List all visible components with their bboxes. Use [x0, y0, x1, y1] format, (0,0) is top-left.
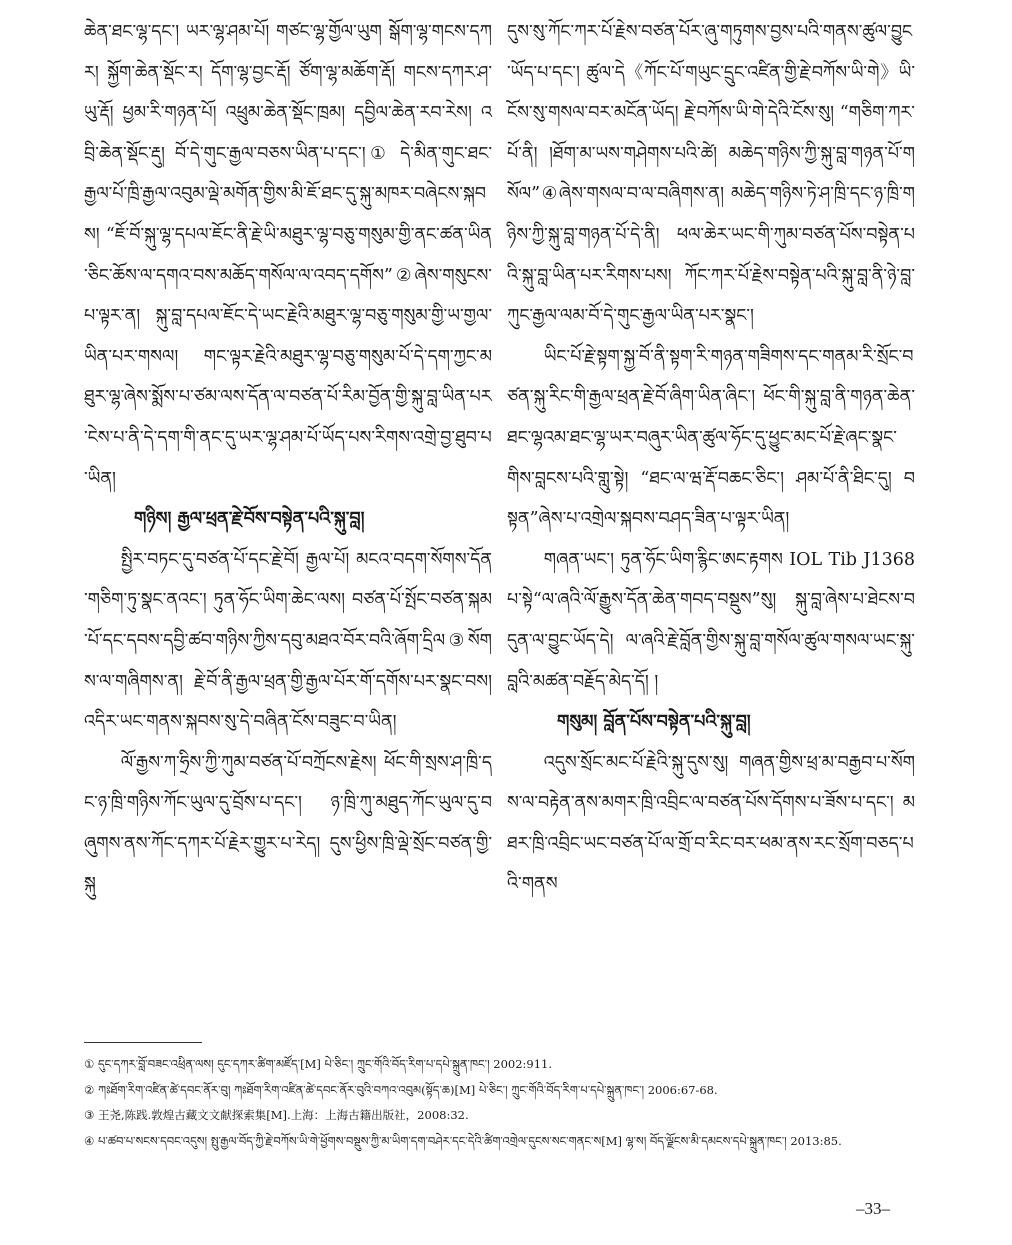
right-column: [507, 12, 915, 905]
footnote-divider: [84, 1042, 202, 1043]
right-para-4: འདུས་སྲོང་མང་པོ་རྗེའི་སྐུ་དུས་སུ། གཞན་གྱིས་ཕྲ་མ་བརྒྱབ་པ་སོགས་ལ་བརྟེན་ནས་མགར་ཁྲི་འབྲིང་ལ་བཙན་པོས་དོགས་པ་ཟོས་པ་དང་། མཐར་ཁྲི་འབྲིང་ཡང་བཙན་པོ་ལ་གྲོ་བ་རིང་བར་ཕམ་ནས་རང་སྲོག་བཅད་པའི་གནས: [507, 752, 915, 895]
footnote-text: དུང་དཀར་བློ་བཟང་འཕྲིན་ལས། དུང་དཀར་ཚིག་མཛོད་[M] པེ་ཅིང་། ཀྲུང་གོའི་བོད་རིག་པ་དཔེ་སྐྲུན་ཁང་། 2002:911.: [97, 1057, 553, 1071]
right-para-3: གཞན་ཡང་། ཏུན་ཧོང་ཡིག་རྙིང་ཨང་རྟགས IOL Tib J1368པ་སྟེ“ལ་ཞའི་ལོ་རྒྱུས་དོན་ཆེན་གབད་བསྡུས”སུ། སྐུ་བླ་ཞེས་པ་ཐེངས་བདུན་ལ་བྱུང་ཡོད་དེ། ལ་ཞའི་རྗེ་བློན་གྱིས་སྐུ་བླ་གསོལ་ཚུལ་གསལ་ཡང་སྐུ་བླའི་མཚན་བརྗོད་མེད་དོ། །: [507, 549, 915, 692]
section-heading-3: གསུམ། བློན་པོས་བསྟེན་པའི་སྐུ་བླ།: [557, 712, 751, 733]
footnote-mark: ③: [84, 1108, 95, 1122]
right-para-2: ཡིང་པོ་རྗེ་སྟག་སྐྱ་བོ་ནི་སྟག་རི་གཉན་གཟིགས་དང་གནམ་རི་སྲོང་བཙན་སྐུ་རིང་གི་རྒྱལ་ཕྲན་རྗེ་བོ་ཞིག་ཡིན་ཞིང་། ཕོང་གི་སྐུ་བླ་ནི་གཉན་ཆེན་ཐང་ལྷའམ་ཐང་ལྷ་ཡར་བཞུར་ཡིན་ཚུལ་ཧོང་དུ་ཕྱུང་མང་པོ་རྗེ་ཞང་སྣང་གིས་བླངས་པའི་གླུ་སྟེ། “ཐང་ལ་ཝ་རྡོ་བཆང་ཅིང་། ཤམ་པོ་ནི་ཐིང་དུ། བསྟན”ཞེས་པ་འགྲེལ་སྐབས་བཤད་ཟིན་པ་ལྟར་ཡིན།: [507, 346, 915, 530]
right-para-1: དུས་སུ་ཀོང་ཀར་པོ་རྗེས་བཙན་པོར་ཞུ་གཏུགས་བྱས་པའི་གནས་ཚུལ་བྱུང་ཡོད་པ་དང་། ཚུལ་དེ《ཀོང་པོ་གཡུང་དྲུང་འཛིན་གྱི་རྗེ་བཀོས་ཡི་གེ》ཡི་ངོས་སུ་གསལ་བར་མངོན་ཡོད། རྗེ་བཀོས་ཡི་གེ་དེའི་ངོས་སུ། “གཅིག་ཀར་པོ་ནི། །ཐོག་མ་ཡས་གཤེགས་པའི་ཚེ། མཆེད་གཉིས་ཀྱི་སྐུ་བླ་གཉན་པོ་གསོལ”④ཞེས་གསལ་བ་ལ་བཞིགས་ན། མཆེད་གཉིས་ཏེ་ཤ་ཁྲི་དང་ཉ་ཁྲི་གཉིས་ཀྱི་སྐུ་བླ་གཉན་པོ་དེ་ནི། ཕལ་ཆེར་ཡང་གི་ཀུམ་བཙན་པོས་བསྟེན་པའི་སྐུ་བླ་ཡིན་པར་རིགས་པས། ཀོང་ཀར་པོ་རྗེས་བསྟེན་པའི་སྐུ་བླ་ནི་ཉེ་བླ་ཀུང་རྒྱལ་ལམ་བོ་དེ་གུང་རྒྱལ་ཡིན་པར་སྣང་།: [507, 22, 915, 327]
footnote-2: [84, 1078, 904, 1104]
left-para-3: ལོ་རྒྱས་ཀ་ཧྲིས་ཀྱི་ཀུམ་བཙན་པོ་བཀྲོངས་རྗེས། ཕོང་གི་སྲས་ཤ་ཁྲི་དང་ཉ་ཁྲི་གཉིས་ཀོང་ཡུལ་དུ་བྲོས་པ་དང་། ཉ་ཁྲི་ཀུ་མཐུད་ཀོང་ཡུལ་དུ་བཞུགས་ནས་ཀོང་དཀར་པོ་རྗེར་གྱུར་པ་རེད། དུས་ཕྱིས་ཁྲི་ལྡེ་སྲོང་བཙན་གྱི་སྐུ: [84, 752, 492, 895]
left-para-1: ཆེན་ཐང་ལྷ་དང་། ཡར་ལྷ་ཤམ་པོ། གཙང་ལྷ་གྱོལ་ཡུག སྒོག་ལྷ་གངས་དཀར། སྐྱོག་ཆེན་སྡོང་ར། དོག་ལྷ་བྱང་རྡོ། ཙོག་ལྷ་མཆོག་རྡོ། གངས་དཀར་ཤ་ཡུ་རྡོ། ཕྱམ་རི་གཉན་པོ། འཕྲུམ་ཆེན་སྡོང་ཁྲམ། དབྱིལ་ཆེན་རབ་རེས། འབྲི་ཆེན་སྡོང་རྡུ། བོ་དེ་གུང་རྒྱལ་བཅས་ཡིན་པ་དང་།① དེ་མིན་གུང་ཐང་རྒྱལ་པོ་ཁྲི་རྒྱལ་འབུམ་ལྡེ་མགོན་གྱིས་མི་ཇོ་ཐང་དུ་སྐུ་མཁར་བཞེངས་སྐབས། “ཇོ་བོ་སྐུ་ལྷ་དཔལ་ཇོང་ནི་རྗེ་ཡི་མཐུར་ལྷ་བཅུ་གསུམ་གྱི་ནང་ཚན་ཡིན་ཅིང་ཆོས་ལ་དགའ་བས་མཆོད་གསོལ་ལ་འབད་དགོས”②ཞེས་གསུངས་པ་ལྟར་ན། སྐུ་བླ་དཔལ་ཇོང་དེ་ཡང་རྗེའི་མཐུར་ལྷ་བཅུ་གསུམ་གྱི་ཡ་གྱལ་ཡིན་པར་གསལ། གང་ལྟར་རྗེའི་མཐུར་ལྷ་བཅུ་གསུམ་པོ་དེ་དག་ཀྱང་མཐུར་ལྷ་ཞེས་སྨོས་པ་ཙམ་ལས་དོན་ལ་བཙན་པོ་རིམ་བྱོན་གྱི་སྐུ་བླ་ཡིན་པར་ངེས་པ་ནི་དེ་དག་གི་ནང་དུ་ཡར་ལྷ་ཤམ་པོ་ཡོད་པས་རིགས་འགྲེ་བྱ་ཐུབ་པ་ཡིན།: [84, 22, 492, 489]
left-para-2: སྤྱིར་བཏང་དུ་བཙན་པོ་དང་རྗེ་བོ། རྒྱལ་པོ། མངའ་བདག་སོགས་དོན་གཅིག་ཏུ་སྣང་ནའང་། ཏུན་ཧོང་ཡིག་ཆེང་ལས། བཙན་པོ་སྤོང་བཙན་སྐམ་པོ་དང་དབས་དབྱི་ཚབ་གཉིས་ཀྱིས་དབུ་མཐའ་བོར་བའི་ཞོག་དྲིལ③སོགས་ལ་གཞིགས་ན། རྗེ་བོ་ནི་རྒྱལ་ཕྲན་གྱི་རྒྱལ་པོར་གོ་དགོས་པར་སྣང་བས། འདིར་ཡང་གནས་སྐབས་སུ་དེ་བཞིན་ངོས་བཟུང་བ་ཡིན།: [84, 549, 492, 733]
footnote-4: [84, 1129, 904, 1155]
footnote-3: [84, 1103, 904, 1129]
footnote-mark: ②: [84, 1082, 95, 1097]
footnote-text: པ་ཚབ་པ་སངས་དབང་འདུས། སྤུ་རྒྱལ་བོད་ཀྱི་རྗེ་བཀོས་ཡི་གེ་ཕྱོགས་བསྡུས་ཀྱི་མ་ཡིག་དག་བཤེར་དང་དེའི་ཚིག་འགྲེལ་དུངས་སང་གནང་ས[M] ལྷ་ས། བོད་ལྗོངས་མི་དམངས་དཔེ་སྐྲུན་ཁང་། 2013:85.: [97, 1133, 842, 1148]
footnote-1: [84, 1052, 904, 1078]
section-heading-2: གཉིས། རྒྱལ་ཕྲན་རྗེ་བོས་བསྟེན་པའི་སྐུ་བླ།: [134, 509, 365, 530]
footnote-text: ཀཿཐོག་རིག་འཛིན་ཚེ་དབང་ནོར་བུ། ཀཿཐོག་རིག་འཛིན་ཚེ་དབང་ནོར་བུའི་བཀའ་འབུམ(སྟོད་ཆ)[M] པེ་ཅིང་། ཀྲུང་གོའི་བོད་རིག་པ་དཔེ་སྐྲུན་ཁང་། 2006:67-68.: [97, 1082, 718, 1097]
page-number: –33–: [856, 1199, 890, 1218]
footnote-mark: ④: [84, 1133, 95, 1148]
footnote-text: 王尧,陈践.敦煌古藏文文献探索集[M].上海：上海古籍出版社，2008:32.: [97, 1108, 469, 1122]
left-column: [84, 12, 492, 905]
footnotes: [84, 1052, 904, 1154]
footnote-mark: ①: [84, 1057, 95, 1071]
